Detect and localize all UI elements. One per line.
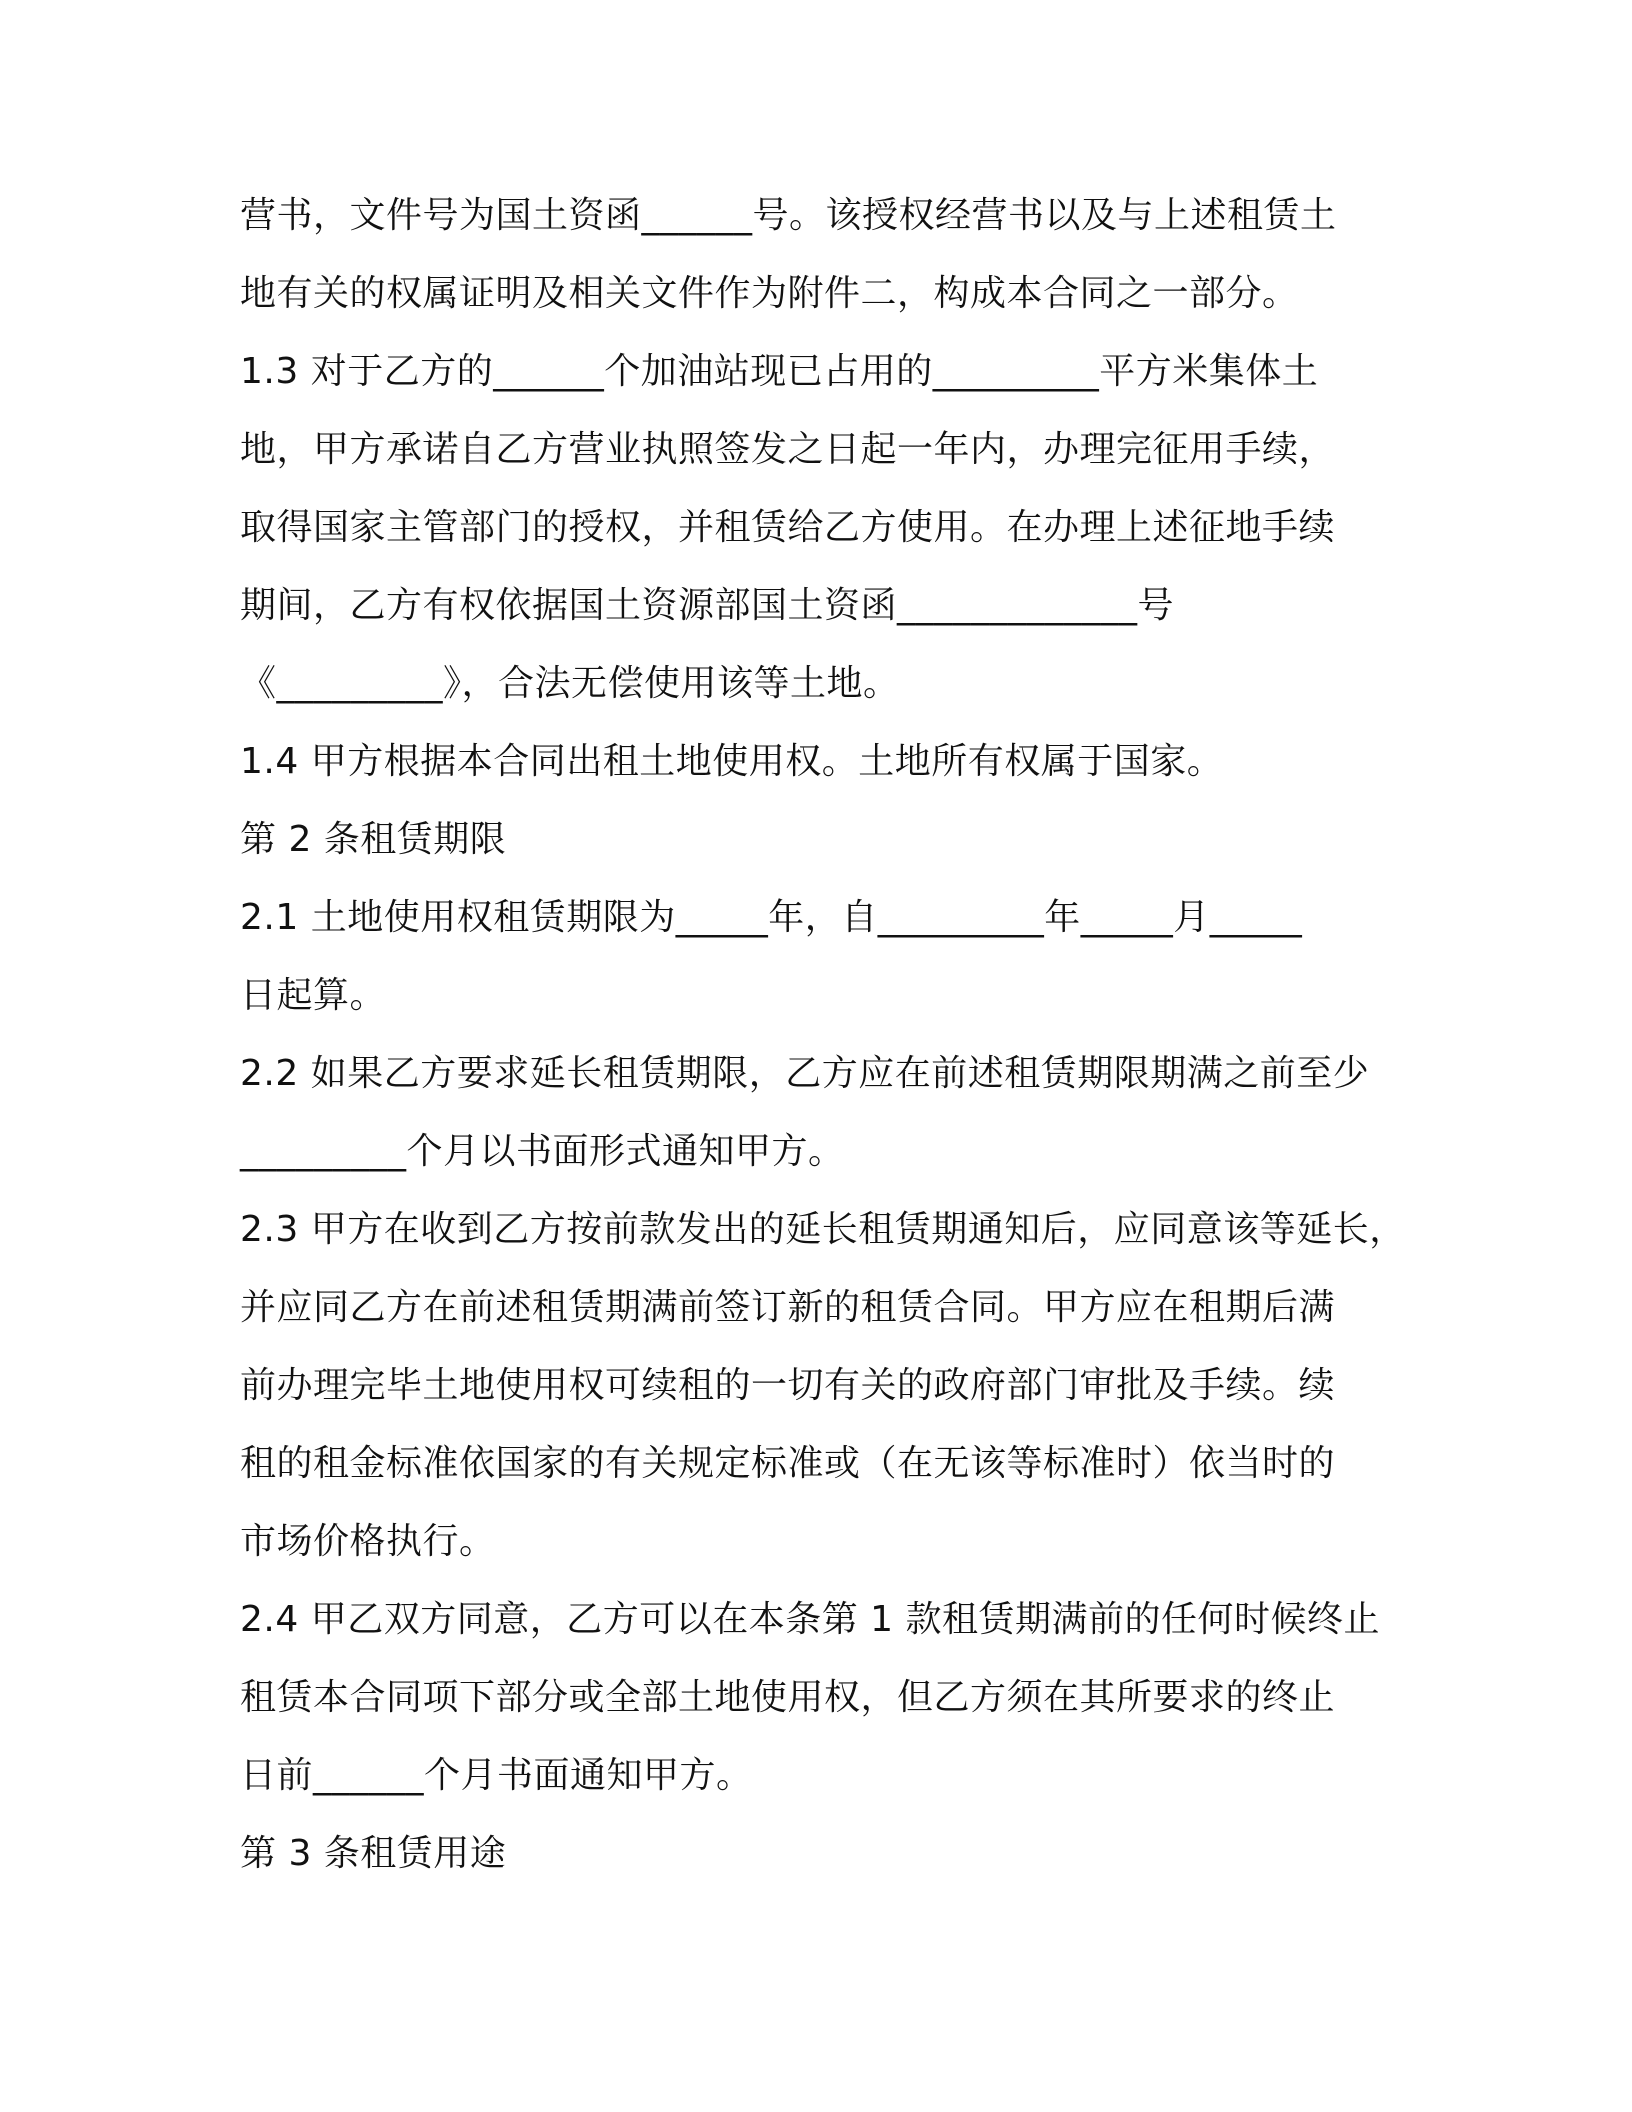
text-line: 地，甲方承诺自乙方营业执照签发之日起一年内，办理完征用手续， (240, 429, 1336, 470)
text-line: 租的租金标准依国家的有关规定标准或（在无该等标准时）依当时的 (240, 1443, 1336, 1484)
section-heading-2: 第 2 条租赁期限 (240, 819, 507, 860)
section-heading-3: 第 3 条租赁用途 (240, 1833, 507, 1874)
text-line: 日前______个月书面通知甲方。 (240, 1755, 753, 1796)
clause-2-2: 2.2 如果乙方要求延长租赁期限，乙方应在前述租赁期限期满之前至少 (240, 1053, 1370, 1094)
text-line: _________个月以书面形式通知甲方。 (240, 1131, 845, 1172)
text-line: 并应同乙方在前述租赁期满前签订新的租赁合同。甲方应在租期后满 (240, 1287, 1336, 1328)
text-line: 租赁本合同项下部分或全部土地使用权，但乙方须在其所要求的终止 (240, 1677, 1336, 1718)
text-line: 地有关的权属证明及相关文件作为附件二，构成本合同之一部分。 (240, 273, 1299, 314)
clause-2-3: 2.3 甲方在收到乙方按前款发出的延长租赁期通知后，应同意该等延长， (240, 1209, 1406, 1250)
clause-1-4: 1.4 甲方根据本合同出租土地使用权。土地所有权属于国家。 (240, 741, 1224, 782)
clause-2-4: 2.4 甲乙双方同意，乙方可以在本条第 1 款租赁期满前的任何时候终止 (240, 1599, 1380, 1640)
clause-1-3: 1.3 对于乙方的______个加油站现已占用的_________平方米集体土 (240, 351, 1319, 392)
document-body (240, 186, 1420, 1902)
text-line: 《_________》，合法无偿使用该等土地。 (240, 663, 900, 704)
text-line: 取得国家主管部门的授权，并租赁给乙方使用。在办理上述征地手续 (240, 507, 1336, 548)
text-line: 期间，乙方有权依据国土资源部国土资函_____________号 (240, 585, 1175, 626)
clause-2-1: 2.1 土地使用权租赁期限为_____年，自_________年_____月_____ (240, 897, 1303, 938)
text-line: 营书，文件号为国土资函______号。该授权经营书以及与上述租赁土 (240, 195, 1337, 236)
text-line: 前办理完毕土地使用权可续租的一切有关的政府部门审批及手续。续 (240, 1365, 1336, 1406)
text-line: 市场价格执行。 (240, 1521, 496, 1562)
text-line: 日起算。 (240, 975, 387, 1016)
